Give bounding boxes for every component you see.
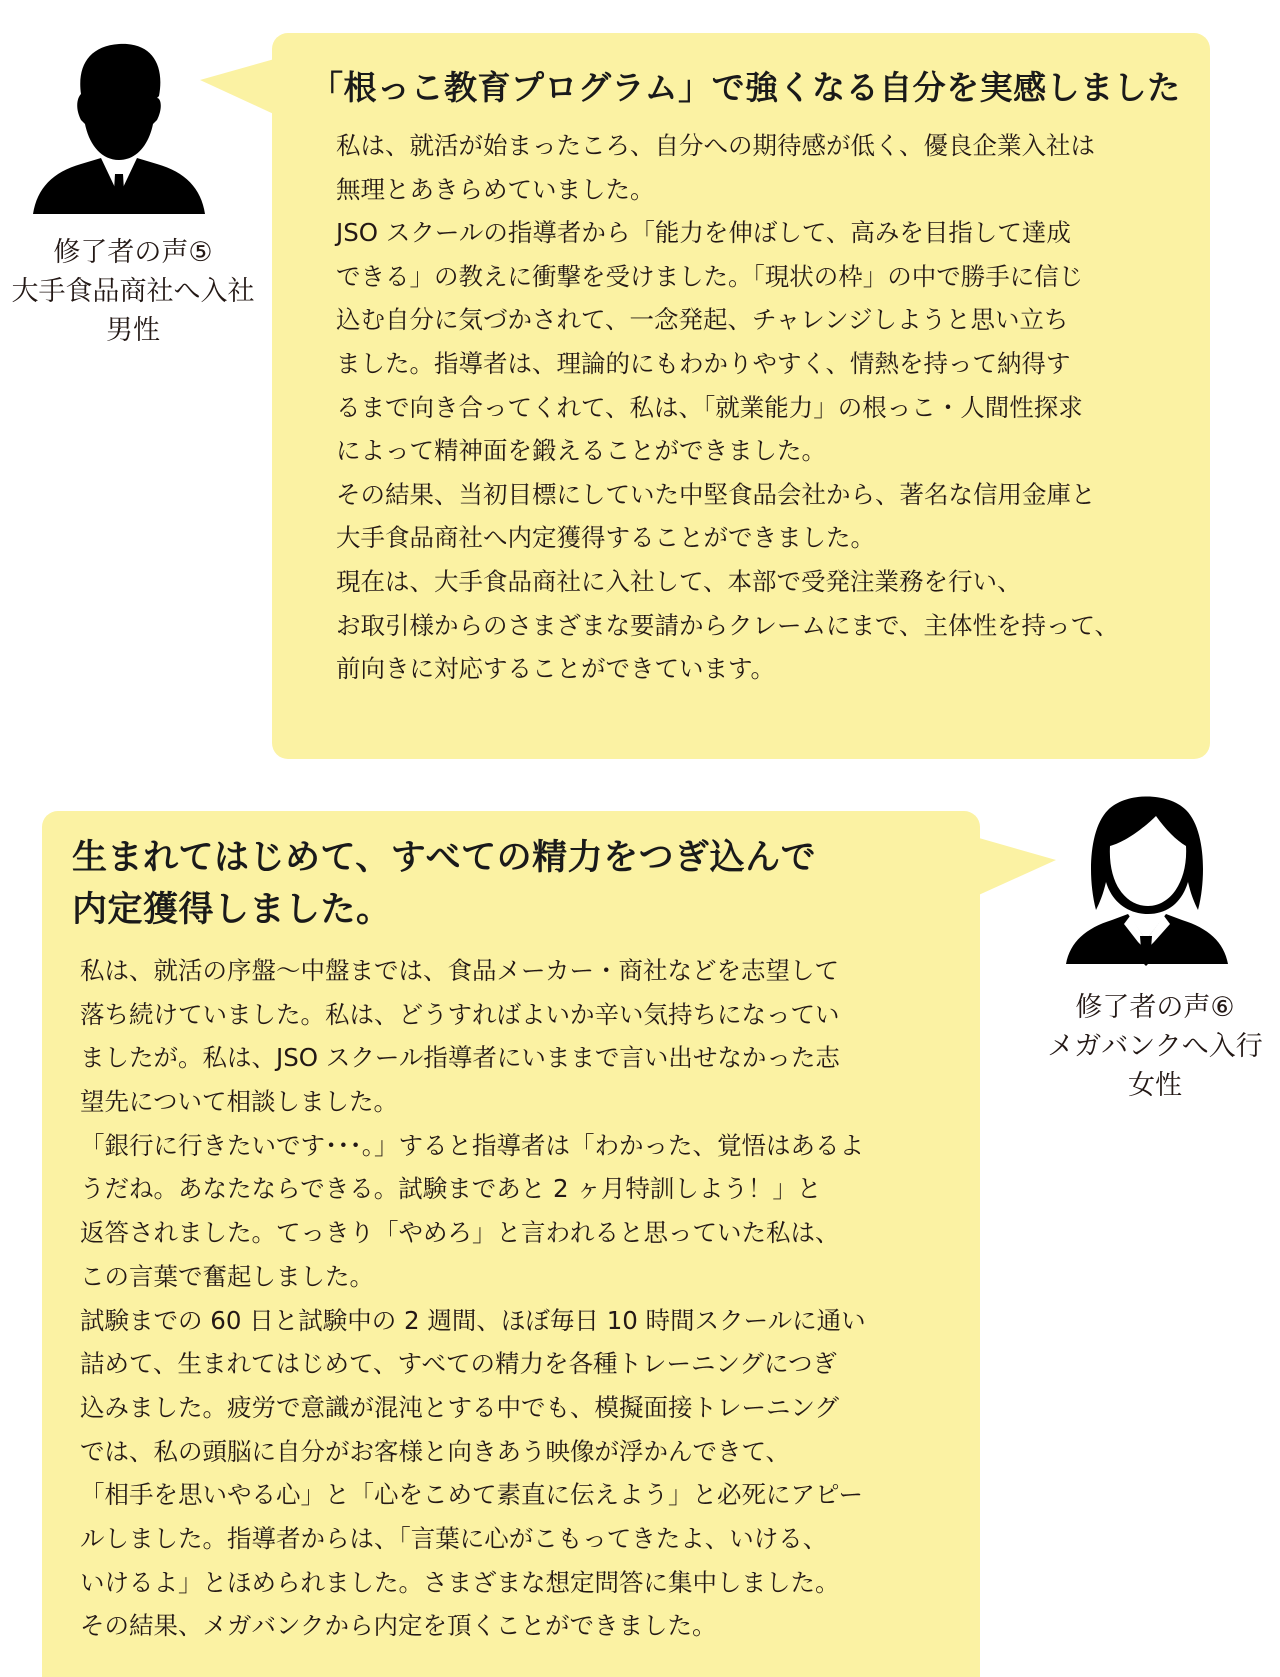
speech-bubble-tail [972, 836, 1058, 906]
body-line: JSO スクールの指導者から「能力を伸ばして、高みを目指して達成 [336, 218, 1071, 248]
body-line: この言葉で奮起しました。 [80, 1261, 374, 1291]
caption-company: 大手食品商社へ入社 [11, 276, 255, 307]
caption-gender: 男性 [106, 315, 160, 346]
caption-label: 修了者の声⑤ [53, 237, 213, 268]
testimonial-caption [1030, 988, 1280, 1105]
body-line: 前向きに対応することができています。 [336, 654, 776, 684]
testimonial-heading: 「根っこ教育プログラム」で強くなる自分を実感しました [310, 68, 1181, 107]
caption-gender: 女性 [1128, 1070, 1182, 1101]
body-line: によって精神面を鍛えることができました。 [336, 436, 826, 466]
body-line: いけるよ」とほめられました。さまざまな想定問答に集中しました。 [80, 1567, 840, 1597]
body-line: できる」の教えに衝撃を受けました。「現状の枠」の中で勝手に信じ [336, 261, 1084, 291]
caption-label: 修了者の声⑥ [1075, 992, 1235, 1023]
body-line: うだね。あなたならできる。試験まであと 2 ヶ月特訓しよう！」と [80, 1174, 822, 1204]
body-line: 込みました。疲労で意識が混沌とする中でも、模擬面接トレーニング [80, 1392, 840, 1422]
heading-line: 内定獲得しました。 [72, 890, 392, 930]
caption-company: メガバンクへ入行 [1047, 1031, 1263, 1062]
testimonial-heading [72, 832, 816, 936]
body-line: ルしました。指導者からは、「言葉に心がこもってきたよ、いける、 [80, 1523, 828, 1553]
body-line: 詰めて、生まれてはじめて、すべての精力を各種トレーニングにつぎ [80, 1349, 838, 1379]
body-line: その結果、メガバンクから内定を頂くことができました。 [80, 1611, 717, 1641]
body-line: 私は、就活が始まったころ、自分への期待感が低く、優良企業入社は [336, 131, 1096, 160]
body-line: 返答されました。てっきり「やめろ」と言われると思っていた私は、 [80, 1218, 840, 1248]
body-line: 大手食品商社へ内定獲得することができました。 [336, 523, 875, 553]
body-line: 落ち続けていました。私は、どうすればよいか辛い気持ちになってい [80, 999, 840, 1029]
body-line: 現在は、大手食品商社に入社して、本部で受発注業務を行い、 [336, 566, 1022, 596]
body-line: ました。指導者は、理論的にもわかりやすく、情熱を持って納得す [336, 348, 1071, 378]
heading-line: 生まれてはじめて、すべての精力をつぎ込んで [72, 838, 817, 878]
body-line: 「銀行に行きたいです･･･。」すると指導者は「わかった、覚悟はあるよ [80, 1130, 864, 1160]
testimonial-caption [0, 233, 266, 350]
body-line: るまで向き合ってくれて、私は、「就業能力」の根っこ・人間性探求 [336, 392, 1083, 422]
body-line: 望先について相談しました。 [80, 1087, 399, 1117]
testimonial-body [80, 949, 866, 1648]
speech-bubble-tail [200, 58, 280, 128]
male-person-icon [33, 36, 205, 216]
body-line: 試験までの 60 日と試験中の 2 週間、ほぼ毎日 10 時間スクールに通い [80, 1305, 866, 1335]
body-line: お取引様からのさまざまな要請からクレームにまで、主体性を持って、 [336, 610, 1120, 640]
body-line: では、私の頭脳に自分がお客様と向きあう映像が浮かんできて、 [80, 1436, 791, 1466]
body-line: 込む自分に気づかされて、一念発起、チャレンジしようと思い立ち [336, 305, 1069, 335]
testimonial-body [336, 124, 1119, 691]
body-line: 私は、就活の序盤〜中盤までは、食品メーカー・商社などを志望して [80, 956, 840, 985]
body-line: 「相手を思いやる心」と「心をこめて素直に伝えよう」と必死にアピー [80, 1480, 864, 1510]
female-person-icon [1066, 790, 1228, 966]
body-line: 無理とあきらめていました。 [336, 174, 655, 204]
body-line: ましたが。私は、JSO スクール指導者にいままで言い出せなかった志 [80, 1043, 840, 1073]
body-line: その結果、当初目標にしていた中堅食品会社から、著名な信用金庫と [336, 479, 1096, 509]
